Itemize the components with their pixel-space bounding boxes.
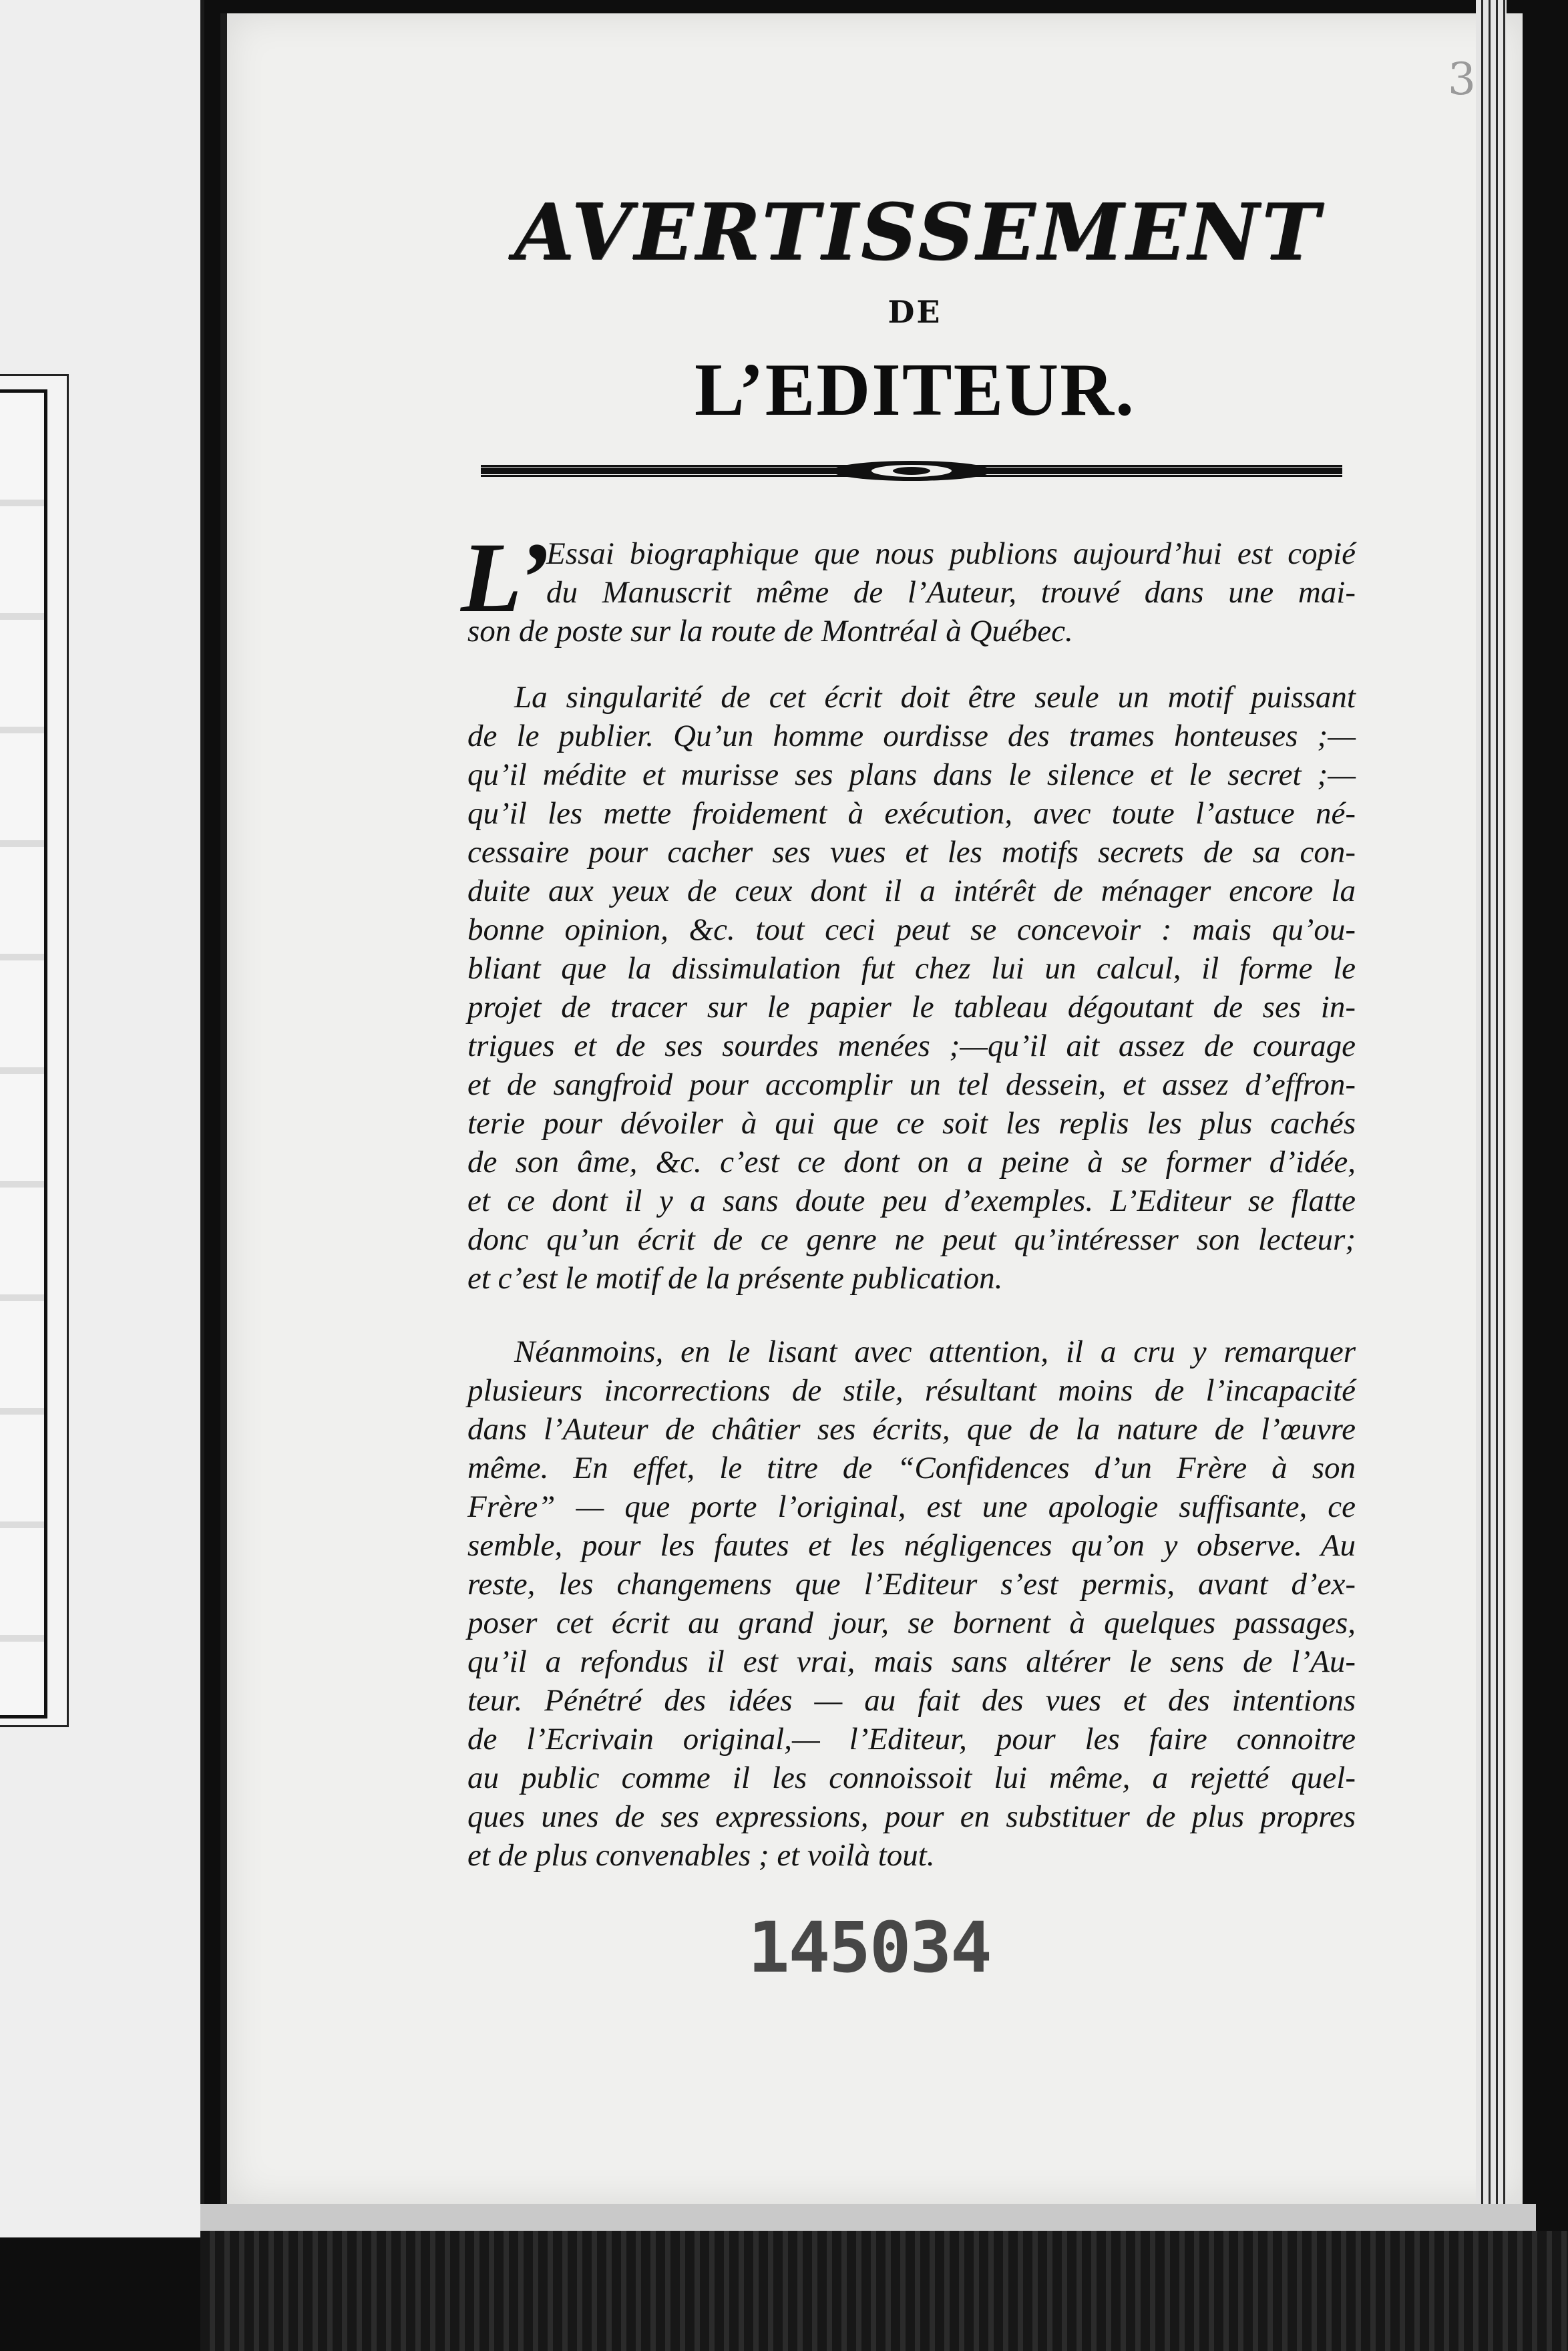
text-line: ques unes de ses expressions, pour en substituer de plus propres <box>467 1799 1356 1834</box>
text-line: de son âme, &c. c’est ce dont on a peine à se former d’idée, <box>467 1145 1356 1180</box>
page-bottom-edge <box>200 2204 1536 2231</box>
text-line: qu’il les mette froidement à exécution, avec toute l’astuce né- <box>467 796 1356 831</box>
text-line: son de poste sur la route de Montréal à Québec. <box>467 614 1073 649</box>
page-stack-edge <box>1476 0 1507 2204</box>
accession-number-stamp: 145034 <box>748 1907 991 1988</box>
text-line: Néanmoins, en le lisant avec attention, il a cru y remarquer <box>514 1334 1356 1369</box>
text-line: et ce dont il y a sans doute peu d’exemples. L’Editeur se flatte <box>467 1184 1356 1218</box>
book-binding <box>200 2231 1568 2351</box>
text-line: La singularité de cet écrit doit être seule un motif puissant <box>514 680 1356 715</box>
text-line: cessaire pour cacher ses vues et les motifs secrets de sa con- <box>467 835 1356 870</box>
text-line: qu’il a refondus il est vrai, mais sans altérer le sens de l’Au- <box>467 1644 1356 1679</box>
text-line: donc qu’un écrit de ce genre ne peut qu’intéresser son lecteur; <box>467 1222 1356 1257</box>
text-line: teur. Pénétré des idées — au fait des vues et des intentions <box>467 1683 1356 1718</box>
text-line: même. En effet, le titre de “Confidences d’un Frère à son <box>467 1451 1356 1485</box>
text-line: de le publier. Qu’un homme ourdisse des trames honteuses ;— <box>467 719 1356 753</box>
text-line: Frère” — que porte l’original, est une apologie suffisante, ce <box>467 1489 1356 1524</box>
text-line: au public comme il les connoissoit lui même, a rejetté quel- <box>467 1761 1356 1795</box>
left-page-engraving-edge <box>0 374 69 1727</box>
text-line: bonne opinion, &c. tout ceci peut se concevoir : mais qu’ou- <box>467 912 1356 947</box>
text-line: qu’il médite et murisse ses plans dans le silence et le secret ;— <box>467 757 1356 792</box>
text-line: trigues et de ses sourdes menées ;—qu’il ait assez de courage <box>467 1029 1356 1063</box>
text-line: projet de tracer sur le papier le tableau dégoutant de ses in- <box>467 990 1356 1025</box>
text-line: semble, pour les fautes et les négligences qu’on y observe. Au <box>467 1528 1356 1563</box>
text-line: bliant que la dissimulation fut chez lui un calcul, il forme le <box>467 951 1356 986</box>
page-title: AVERTISSEMENT <box>514 187 1322 278</box>
left-facing-page <box>0 0 204 2237</box>
ornamental-rule <box>481 460 1342 482</box>
text-line: terie pour dévoiler à qui que ce soit les replis les plus cachés <box>467 1106 1356 1141</box>
paragraph-3 <box>467 1332 1356 1875</box>
text-line: et c’est le motif de la présente publication. <box>467 1261 1003 1296</box>
text-line: dans l’Auteur de châtier ses écrits, que de la nature de l’œuvre <box>467 1412 1356 1447</box>
paragraph-1 <box>467 534 1356 651</box>
page-subtitle: L’EDITEUR. <box>694 349 1136 431</box>
text-line: de l’Ecrivain original,— l’Editeur, pour les faire connoitre <box>467 1722 1356 1757</box>
text-line: Essai biographique que nous publions aujourd’hui est copié <box>546 536 1356 571</box>
engraving-border <box>0 389 47 1719</box>
text-line: plusieurs incorrections de stile, résultant moins de l’incapacité <box>467 1373 1356 1408</box>
page-number: 3 <box>1448 53 1476 105</box>
text-line: duite aux yeux de ceux dont il a intérêt de ménager encore la <box>467 874 1356 908</box>
drop-cap: L’ <box>461 522 550 633</box>
text-line: et de plus convenables ; et voilà tout. <box>467 1838 935 1873</box>
text-line: et de sangfroid pour accomplir un tel dessein, et assez d’effron- <box>467 1067 1356 1102</box>
text-line: reste, les changemens que l’Editeur s’est permis, avant d’ex- <box>467 1567 1356 1602</box>
text-line: du Manuscrit même de l’Auteur, trouvé dans une mai- <box>546 575 1356 610</box>
text-line: poser cet écrit au grand jour, se bornent à quelques passages, <box>467 1606 1356 1640</box>
title-connector: DE <box>888 294 942 330</box>
paragraph-2 <box>467 678 1356 1298</box>
